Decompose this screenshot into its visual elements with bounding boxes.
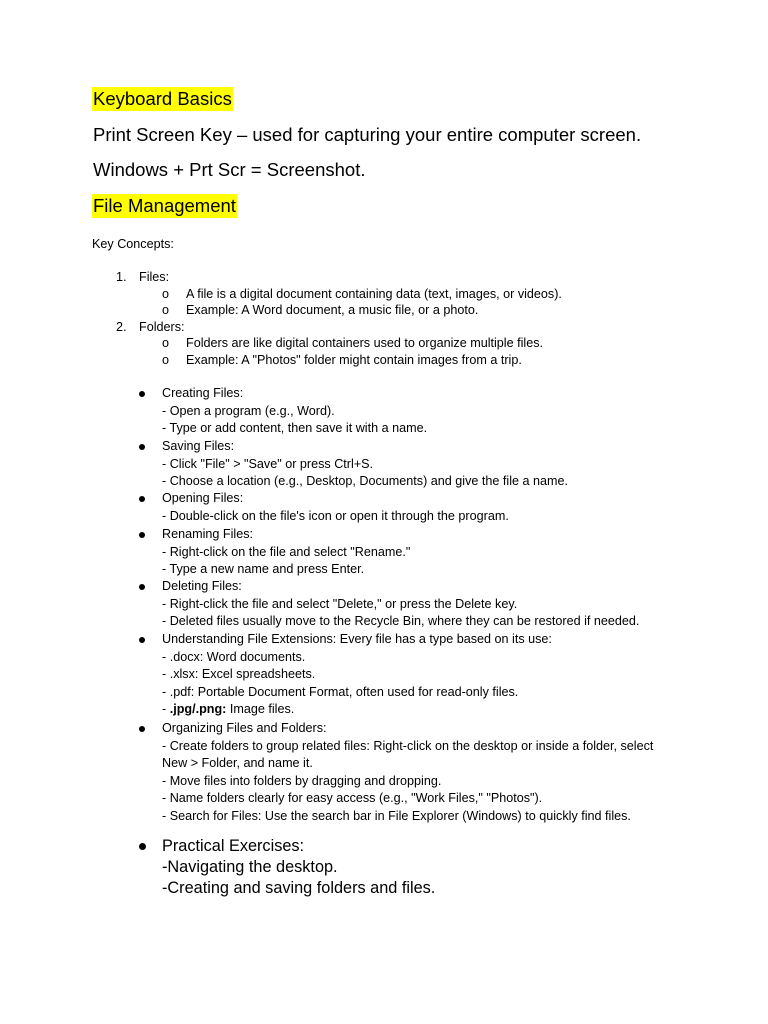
bullet-line: New > Folder, and name it. [162,756,313,770]
bullet-line: - .xlsx: Excel spreadsheets. [162,667,316,681]
bullet-line: Understanding File Extensions: Every file has a type based on its use: [162,632,552,646]
circle-bullet-icon: o [162,353,170,367]
bullet-line: - Open a program (e.g., Word). [162,403,335,418]
bullet-line: - Name folders clearly for easy access (e.g., "Work Files," "Photos"). [162,791,543,805]
list-label: Folders: [139,320,185,334]
key-concepts-label: Key Concepts: [92,237,174,251]
bullet-line: - .pdf: Portable Document Format, often used for read-only files. [162,684,519,699]
screenshot-shortcut-line: Windows + Prt Scr = Screenshot. [93,159,366,180]
bullet-dot-icon [139,843,146,850]
list-label: Files: [139,270,170,284]
bullet-dot-icon [139,584,145,590]
heading-keyboard-basics: Keyboard Basics [93,88,232,109]
bullet-dot-icon [139,532,145,538]
bullet-line: - Double-click on the file's icon or open it through the program. [162,508,509,523]
practical-line: Practical Exercises: [162,837,305,855]
print-screen-line: Print Screen Key – used for capturing your entire computer screen. [93,124,642,145]
sub-item-text: Example: A Word document, a music file, or a photo. [186,303,479,317]
sub-item [0,335,768,352]
bullet-line: Saving Files: [162,439,235,453]
sub-item-text: Folders are like digital containers used to organize multiple files. [186,336,544,350]
bullet-line: - Move files into folders by dragging and dropping. [162,773,442,788]
bullet-line: - Right-click on the file and select "Rename." [162,544,411,559]
line-prefix: - [162,702,170,716]
circle-bullet-icon: o [162,303,170,317]
sub-item-text: A file is a digital document containing data (text, images, or videos). [186,287,562,301]
bullet-line: - Choose a location (e.g., Desktop, Documents) and give the file a name. [162,474,569,488]
circle-bullet-icon: o [162,287,170,301]
bullet-line: Opening Files: [162,491,244,505]
line-rest: Image files. [226,702,295,716]
list-number: 1. [116,270,127,284]
bullet-dot-icon [139,444,145,450]
bullet-dot-icon [139,496,145,502]
numbered-item-folders [0,319,768,336]
bullet-line: - Type or add content, then save it with a name. [162,421,428,435]
list-number: 2. [116,320,127,334]
sub-item-text: Example: A "Photos" folder might contain images from a trip. [186,353,522,367]
practical-line: -Navigating the desktop. [162,858,338,876]
bullet-dot-icon [139,637,145,643]
bullet-line: - Type a new name and press Enter. [162,562,365,576]
bullet-line: - Create folders to group related files: Right-click on the desktop or inside a folder, select [162,738,654,753]
sub-item [0,352,768,369]
heading-file-management: File Management [93,195,236,216]
bullet-line: Organizing Files and Folders: [162,721,327,735]
bullet-line: - Right-click the file and select "Delete," or press the Delete key. [162,596,518,611]
bullet-line: Deleting Files: [162,579,242,593]
practical-line: -Creating and saving folders and files. [162,879,436,897]
bullet-line: Creating Files: [162,386,244,400]
bullet-line-image-files [162,701,552,719]
sub-item [0,302,768,319]
sub-item [0,286,768,303]
bullet-line: - Deleted files usually move to the Recycle Bin, where they can be restored if needed. [162,614,640,628]
circle-bullet-icon: o [162,336,170,350]
numbered-item-files [0,269,768,286]
bullet-line: - Search for Files: Use the search bar in File Explorer (Windows) to quickly find files. [162,808,631,823]
bullet-dot-icon [139,391,145,397]
bullet-line: Renaming Files: [162,527,253,541]
bullet-line: - Click "File" > "Save" or press Ctrl+S. [162,456,374,471]
bullet-dot-icon [139,726,145,732]
bullet-line: - .docx: Word documents. [162,649,306,664]
bold-extension: .jpg/.png: [169,702,227,716]
